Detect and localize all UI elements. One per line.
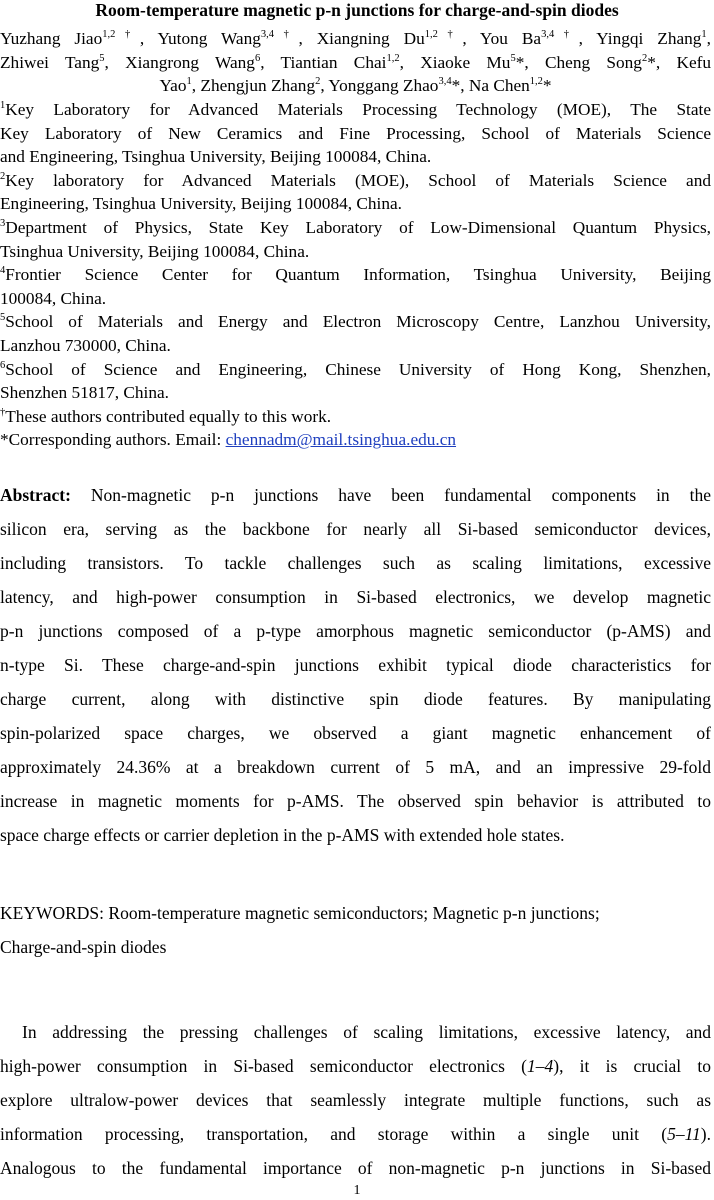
author-name: Zhiwei Tang	[0, 52, 100, 72]
abstract-line: space charge effects or carrier depletion in the p-AMS with extended hole states.	[0, 825, 565, 845]
affiliation-1-line: Key Laboratory of New Ceramics and Fine Processing, School of Materials Science	[0, 123, 711, 143]
keywords	[0, 896, 711, 964]
abstract-line: p-n junctions composed of a p-type amorphous magnetic semiconductor (p-AMS) and	[0, 621, 711, 641]
author-name: Xiaoke Mu	[420, 52, 511, 72]
affiliation-5: $^5$School of Materials and Energy and Electron Microscopy Centre, Lanzhou University,	[0, 312, 711, 332]
affiliation-4-line: 100084, China.	[0, 288, 107, 308]
keywords-line: Charge-and-spin diodes	[0, 937, 167, 957]
author-name: Na Chen	[468, 76, 530, 95]
abstract-line: approximately 24.36% at a breakdown current of 5 mA, and an impressive 29-fold	[0, 757, 711, 777]
author-name: Cheng Song	[544, 52, 642, 72]
intro-line: In addressing the pressing challenges of scaling limitations, excessive latency, and	[22, 1022, 711, 1042]
affiliation-3: $^3$Department of Physics, State Key Laboratory of Low-Dimensional Quantum Physics,	[0, 217, 711, 237]
author-name: Tiantian Chai	[280, 52, 387, 72]
intro-line: high-power consumption in Si-based semiconductor electronics (1–4), it is crucial to	[0, 1056, 711, 1076]
author-line-1: Yuzhang Jiao$^{1,2\dagger}$, Yutong Wang$^{3,4\dagger}$, Xiangning $Du^{1,2\dagger}$, You $Ba^{3,4\dagger}$, Yingqi Zhang$^1$,	[0, 29, 711, 48]
author-name: Yao	[159, 76, 187, 95]
equal-contribution-note: †These authors contributed equally to this work.	[0, 406, 332, 426]
author-line-2: Zhiwei Tang$^5$, Xiangrong Wang$^6$, Tiantian Chai$^{1,2}$, Xiaoke Mu$^5$*, Cheng Song$^2$*, Kefu	[0, 52, 712, 72]
page-number: 1	[353, 1183, 361, 1198]
abstract-line: Abstract: Non-magnetic p-n junctions have been fundamental components in the	[0, 485, 711, 505]
author-name: Yutong Wang	[157, 29, 261, 48]
affiliation-1-line: and Engineering, Tsinghua University, Beijing 100084, China.	[0, 147, 432, 167]
author-name: Yonggang Zhao	[328, 76, 439, 95]
abstract-line: spin-polarized space charges, we observed a giant magnetic enhancement of	[0, 723, 711, 743]
affiliation-2-line: Engineering, Tsinghua University, Beijing 100084, China.	[0, 194, 402, 214]
intro-line: Analogous to the fundamental importance of non-magnetic p-n junctions in Si-based	[0, 1158, 711, 1178]
author-name: Yingqi Zhang	[596, 29, 702, 48]
corresponding-note: *Corresponding authors. Email: chennadm@mail.tsinghua.edu.cn	[0, 430, 457, 450]
paper-title: Room-temperature magnetic p-n junctions for charge-and-spin diodes	[95, 0, 619, 20]
abstract-line: silicon era, serving as the backbone for nearly all Si-based semiconductor devices,	[0, 519, 711, 539]
affiliation-6-line: Shenzhen 51817, China.	[0, 383, 169, 403]
author-name: Yuzhang Jiao	[0, 29, 103, 48]
abstract-line: charge current, along with distinctive spin diode features. By manipulating	[0, 689, 711, 709]
author-name: Xiangning Du	[316, 29, 425, 48]
author-line-3: Yao$^1$, Zhengjun Zhang$^2$, Yonggang Zhao$^{3,4}$*, Na Chen$^{1,2}$*	[159, 76, 552, 95]
citation: 5–11	[667, 1124, 701, 1144]
affiliation-5-line: Lanzhou 730000, China.	[0, 335, 171, 355]
intro-line: explore ultralow-power devices that seamlessly integrate multiple functions, such as	[0, 1090, 711, 1110]
affiliation-3-line: Tsinghua University, Beijing 100084, China.	[0, 241, 310, 261]
abstract-line: increase in magnetic moments for p-AMS. The observed spin behavior is attributed to	[0, 791, 711, 811]
affiliation-list	[0, 98, 711, 452]
affiliation-4: $^4$Frontier Science Center for Quantum Information, Tsinghua University, Beijing	[0, 265, 711, 285]
affiliation-6: $^6$School of Science and Engineering, Chinese University of Hong Kong, Shenzhen,	[0, 359, 711, 379]
abstract-line: latency, and high-power consumption in Si-based electronics, we develop magnetic	[0, 587, 711, 607]
author-name: Xiangrong Wang	[125, 52, 255, 72]
affiliation-2: $^2$Key laboratory for Advanced Materials (MOE), School of Materials Science and	[0, 170, 711, 190]
author-name: You Ba	[479, 29, 542, 48]
affiliation-1: $^1$Key Laboratory for Advanced Materials Processing Technology (MOE), The State	[0, 100, 711, 119]
intro-paragraph	[0, 1015, 711, 1185]
abstract-line: including transistors. To tackle challenges such as scaling limitations, excessive	[0, 553, 711, 573]
abstract-label: Abstract:	[0, 485, 71, 505]
abstract-line: n-type Si. These charge-and-spin junctions exhibit typical diode characteristics for	[0, 655, 711, 675]
email-link[interactable]: chennadm@mail.tsinghua.edu.cn	[225, 430, 457, 450]
author-list	[0, 27, 711, 98]
abstract	[0, 478, 711, 852]
citation: 1–4	[527, 1056, 554, 1076]
keywords-line: KEYWORDS: Room-temperature magnetic semiconductors; Magnetic p-n junctions;	[0, 903, 600, 923]
author-name: Zhengjun Zhang	[200, 76, 316, 95]
intro-line: information processing, transportation, and storage within a single unit (5–11).	[0, 1124, 711, 1144]
